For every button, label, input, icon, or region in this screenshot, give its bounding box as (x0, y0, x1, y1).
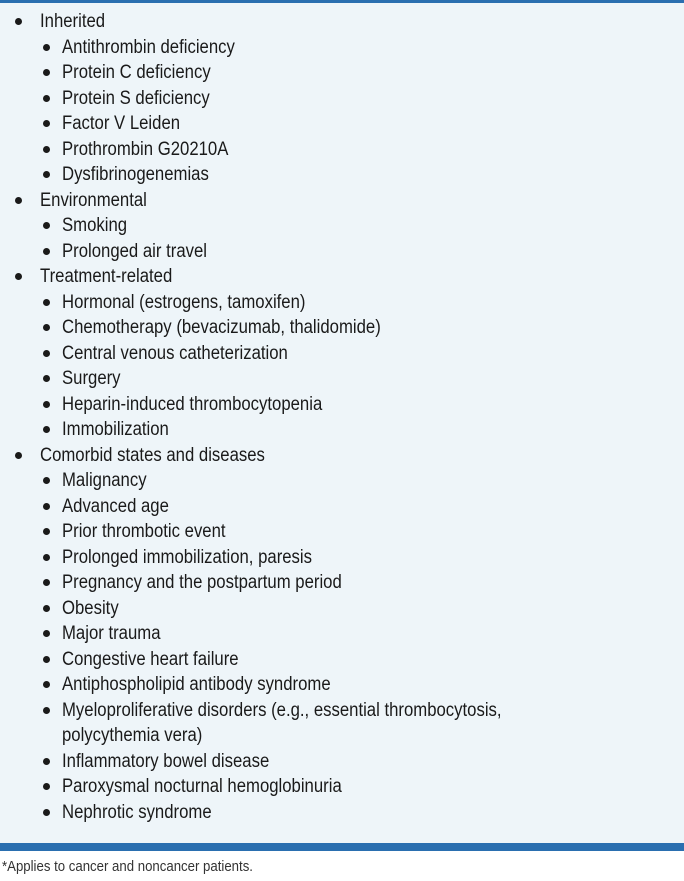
bullet-icon (43, 401, 50, 408)
list-item: Prothrombin G20210A (40, 137, 684, 163)
bullet-icon (43, 222, 50, 229)
list-item: Antiphospholipid antibody syndrome (40, 672, 684, 698)
bullet-icon (43, 707, 50, 714)
list-item: Dysfibrinogenemias (40, 162, 684, 188)
list-item: Surgery (40, 366, 684, 392)
bullet-icon (43, 146, 50, 153)
list-item: Hormonal (estrogens, tamoxifen) (40, 290, 684, 316)
bullet-icon (43, 44, 50, 51)
bullet-icon (15, 452, 22, 459)
bullet-icon (43, 248, 50, 255)
bullet-icon (43, 503, 50, 510)
list-item: Myeloproliferative disorders (e.g., essential thrombocytosis, polycythemia vera) (40, 698, 582, 749)
category-label: Environmental (40, 189, 147, 211)
bullet-icon (15, 273, 22, 280)
bullet-icon (43, 324, 50, 331)
bullet-icon (43, 350, 50, 357)
bullet-icon (43, 120, 50, 127)
bullet-icon (43, 758, 50, 765)
category-label: Treatment-related (40, 266, 173, 287)
category-treatment-related (0, 264, 684, 443)
bullet-icon (43, 69, 50, 76)
list-item: Prior thrombotic event (40, 519, 684, 545)
category-environmental (0, 188, 684, 265)
bullet-icon (43, 605, 50, 612)
item-list (40, 35, 684, 188)
list-item: Obesity (40, 596, 684, 622)
list-item: Prolonged air travel (40, 239, 684, 265)
list-item: Congestive heart failure (40, 647, 684, 673)
list-item: Heparin-induced thrombocytopenia (40, 392, 684, 418)
list-item: Malignancy (40, 468, 684, 494)
bullet-icon (15, 18, 22, 25)
category-inherited (0, 9, 684, 188)
bullet-icon (43, 783, 50, 790)
bullet-icon (43, 171, 50, 178)
item-list (40, 290, 684, 443)
list-item: Immobilization (40, 417, 684, 443)
list-item: Paroxysmal nocturnal hemoglobinuria (40, 774, 684, 800)
list-item: Central venous catheterization (40, 341, 684, 367)
list-item: Factor V Leiden (40, 111, 684, 137)
bullet-icon (43, 656, 50, 663)
list-item: Inflammatory bowel disease (40, 749, 684, 775)
bullet-icon (43, 630, 50, 637)
list-item: Pregnancy and the postpartum period (40, 570, 684, 596)
list-item: Protein C deficiency (40, 60, 684, 86)
list-item: Protein S deficiency (40, 86, 684, 112)
bullet-icon (43, 554, 50, 561)
item-list (40, 213, 684, 264)
list-item: Chemotherapy (bevacizumab, thalidomide) (40, 315, 684, 341)
bullet-icon (43, 681, 50, 688)
category-list (0, 3, 684, 825)
list-item: Nephrotic syndrome (40, 800, 684, 826)
bullet-icon (43, 426, 50, 433)
bullet-icon (15, 197, 22, 204)
category-label: Comorbid states and diseases (40, 444, 265, 466)
category-label: Inherited (40, 11, 106, 32)
footnote: *Applies to cancer and noncancer patients. (2, 858, 253, 875)
bullet-icon (43, 528, 50, 535)
bullet-icon (43, 95, 50, 102)
bullet-icon (43, 579, 50, 586)
list-item: Prolonged immobilization, paresis (40, 545, 684, 571)
list-item: Smoking (40, 213, 684, 239)
bullet-icon (43, 375, 50, 382)
bullet-icon (43, 809, 50, 816)
list-item: Antithrombin deficiency (40, 35, 684, 61)
category-comorbid (0, 443, 684, 826)
list-item: Major trauma (40, 621, 684, 647)
bullet-icon (43, 299, 50, 306)
bullet-icon (43, 477, 50, 484)
list-item: Advanced age (40, 494, 684, 520)
item-list (40, 468, 684, 825)
